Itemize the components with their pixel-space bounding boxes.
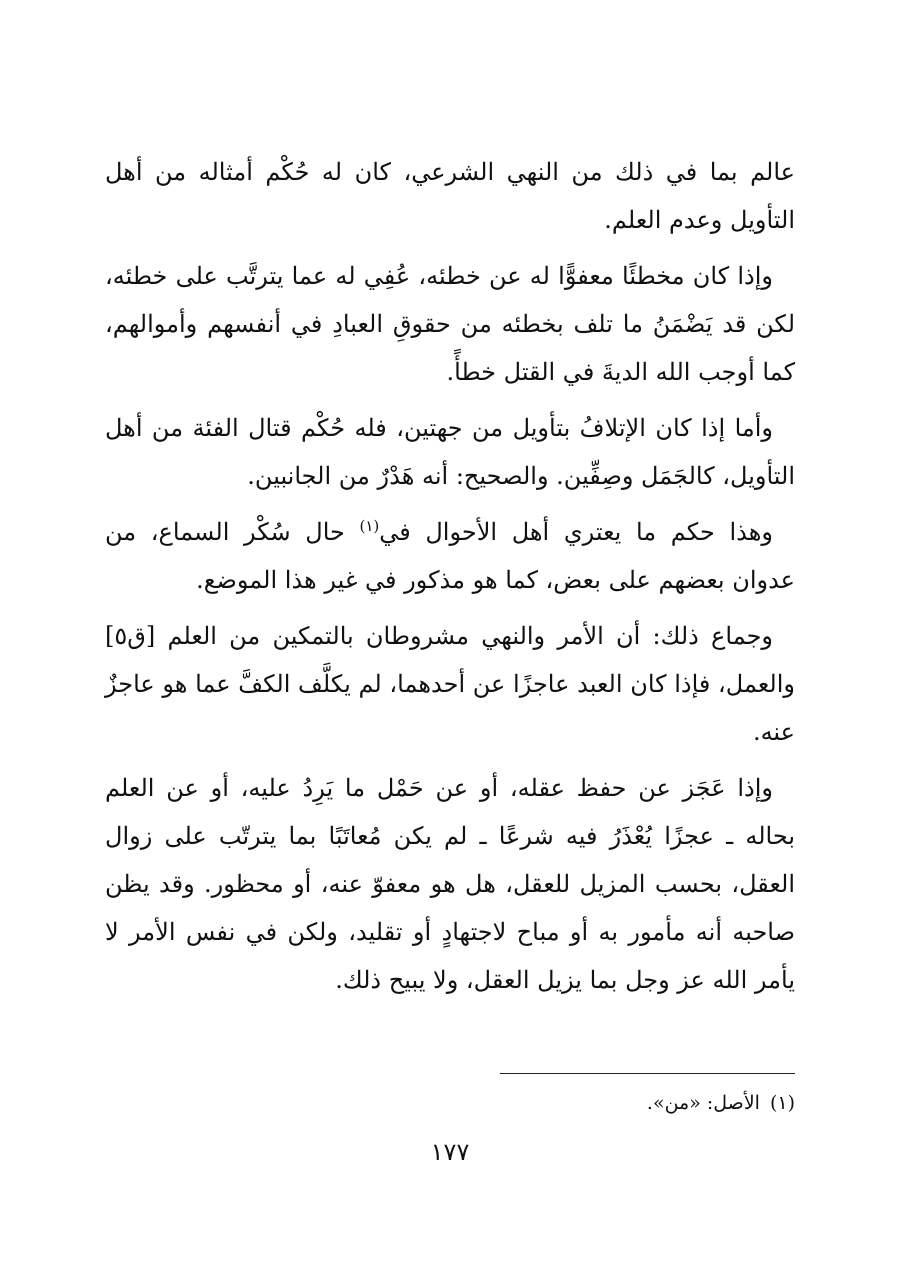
paragraph-2: وإذا كان مخطئًا معفوًّا له عن خطئه، عُفِي له عما يترتَّب على خطئه، لكن قد يَضْمَنُ ما تلف بخطئه من حقوقِ العبادِ في أنفسهم وأموالهم، كما أوجب الله الديةَ في القتل خطأً. <box>105 262 796 386</box>
paragraph-4-text-end: حال سُكْر السماع، من عدوان بعضهم على بعض، كما هو مذكور في غير هذا الموضع. <box>105 518 795 594</box>
page-number: ١٧٧ <box>430 1138 470 1166</box>
footnote-reference: (١) <box>359 517 380 535</box>
paragraph-1: عالم بما في ذلك من النهي الشرعي، كان له حُكْم أمثاله من أهل التأويل وعدم العلم. <box>105 158 795 234</box>
paragraph-5: وجماع ذلك: أن الأمر والنهي مشروطان بالتمكين من العلم [ق٥] والعمل، فإذا كان العبد عاجزًا عن أحدهما، لم يكلَّف الكفَّ عما هو عاجزٌ عنه. <box>105 622 795 746</box>
footnote-number: (١) <box>769 1092 795 1114</box>
footnote-divider <box>500 1073 795 1074</box>
paragraph-3: وأما إذا كان الإتلافُ بتأويل من جهتين، فله حُكْم قتال الفئة من أهل التأويل، كالجَمَل وصِفِّين. والصحيح: أنه هَدْرٌ من الجانبين. <box>105 414 795 490</box>
paragraph-6: وإذا عَجَز عن حفظ عقله، أو عن حَمْل ما يَرِدُ عليه، أو عن العلم بحاله ـ عجزًا يُعْذَرُ فيه شرعًا ـ لم يكن مُعاتَبًا بما يترتّب على زوال العقل، بحسب المزيل للعقل، هل هو معفوّ عنه، أو محظور. وقد يظن صاحبه أنه مأمور به أو مباح لاجتهادٍ أو تقليد، ولكن في نفس الأمر لا يأمر الله عز وجل بما يزيل العقل، ولا يبيح ذلك. <box>105 774 796 994</box>
body-text <box>105 148 795 1012</box>
paragraph-4 <box>105 508 795 604</box>
footnote <box>105 1088 795 1118</box>
footnote-text: الأصل: «من». <box>646 1092 760 1114</box>
paragraph-4-text-start: وهذا حكم ما يعتري أهل الأحوال في <box>379 518 773 546</box>
